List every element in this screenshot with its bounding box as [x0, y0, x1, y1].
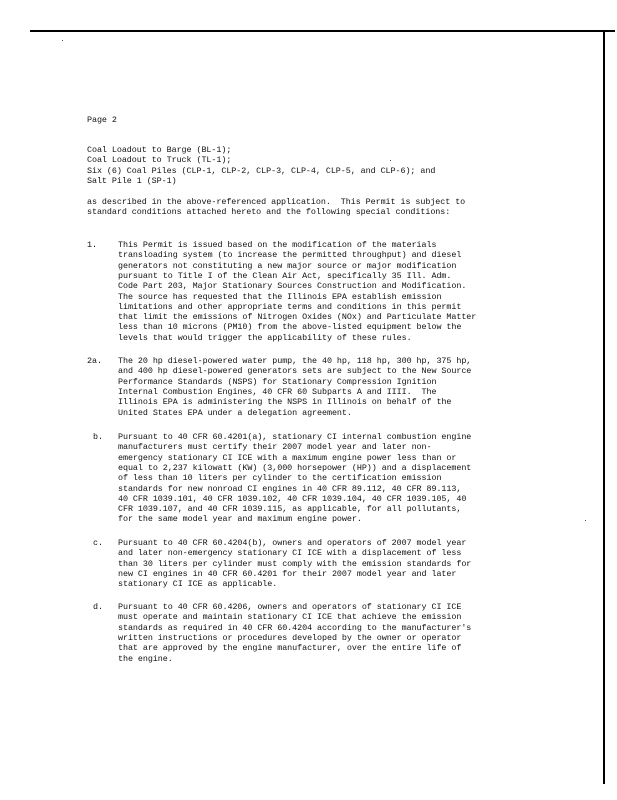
condition-text-line: Performance Standards (NSPS) for Stationary Compression Ignition	[118, 376, 437, 387]
condition-text-line: of less than 10 liters per cylinder to the certification emission	[118, 473, 442, 484]
condition-text-line: that are approved by the engine manufacturer, over the entire life of	[118, 643, 462, 654]
condition-text-line: equal to 2,237 kilowatt (KW) (3,000 horsepower (HP)) and a displacement	[118, 462, 472, 473]
condition-text-line: Pursuant to 40 CFR 60.4201(a), stationary CI internal combustion engine	[118, 432, 472, 442]
condition-text-line: than 30 liters per cylinder must comply with the emission standards for	[118, 558, 472, 569]
condition-text-line: Pursuant to 40 CFR 60.4204(b), owners and operators of 2007 model year	[118, 538, 467, 548]
condition-text-line: standards for new nonroad CI engines in 40 CFR 89.112, 40 CFR 89.113,	[118, 483, 462, 494]
scan-speck	[585, 520, 586, 521]
condition-text-line: generators not constituting a new major source or major modification	[118, 260, 457, 271]
condition-number: 2a.	[87, 356, 102, 366]
condition-text-line: and later non-emergency stationary CI ICE with a displacement of less	[118, 548, 462, 559]
intro-line: standard conditions attached hereto and the following special conditions:	[87, 207, 451, 218]
condition-text-line: 40 CFR 1039.101, 40 CFR 1039.102, 40 CFR 1039.104, 40 CFR 1039.105, 40	[118, 493, 467, 504]
condition-text-line: The source has requested that the Illinois EPA establish emission	[118, 291, 442, 302]
condition-text-line: Illinois EPA is administering the NSPS in Illinois on behalf of the	[118, 397, 452, 408]
condition-number: b.	[93, 432, 103, 442]
condition-text-line: stationary CI ICE as applicable.	[118, 579, 278, 590]
condition-text-line: that limit the emissions of Nitrogen Oxides (NOx) and Particulate Matter	[118, 312, 477, 323]
scan-speck	[62, 40, 63, 41]
condition-text-line: manufacturers must certify their 2007 model year and later non-	[118, 442, 432, 453]
unit-line: Salt Pile 1 (SP-1)	[87, 175, 177, 186]
condition-text-line: transloading system (to increase the permitted throughput) and diesel	[118, 250, 462, 261]
condition-text-line: levels that would trigger the applicability of these rules.	[118, 332, 412, 343]
condition-text-line: pursuant to Title I of the Clean Air Act, specifically 35 Ill. Adm.	[118, 270, 452, 281]
unit-line: Coal Loadout to Truck (TL-1);	[87, 155, 232, 166]
condition-text-line: less than 10 microns (PM10) from the above-listed equipment below the	[118, 322, 462, 333]
condition-text-line: written instructions or procedures developed by the owner or operator	[118, 632, 462, 643]
condition-text-line: This Permit is issued based on the modification of the materials	[118, 240, 437, 250]
unit-line: Coal Loadout to Barge (BL-1);	[87, 145, 232, 155]
condition-text-line: for the same model year and maximum engine power.	[118, 514, 362, 525]
scan-speck	[390, 160, 391, 161]
condition-text-line: standards as required in 40 CFR 60.4204 according to the manufacturer's	[118, 622, 472, 633]
condition-text-line: must operate and maintain stationary CI ICE that achieve the emission	[118, 612, 462, 623]
condition-number: 1.	[87, 240, 97, 250]
unit-line: Six (6) Coal Piles (CLP-1, CLP-2, CLP-3, CLP-4, CLP-5, and CLP-6); and	[87, 165, 436, 176]
condition-text-line: Pursuant to 40 CFR 60.4206, owners and operators of stationary CI ICE	[118, 602, 462, 612]
condition-text-line: limitations and other appropriate terms and conditions in this permit	[118, 301, 462, 312]
condition-text-line: and 400 hp diesel-powered generators sets are subject to the New Source	[118, 366, 472, 377]
condition-text-line: The 20 hp diesel-powered water pump, the 40 hp, 118 hp, 300 hp, 375 hp,	[118, 356, 472, 366]
right-border-rule	[603, 32, 605, 784]
condition-text-line: United States EPA under a delegation agreement.	[118, 407, 352, 418]
intro-line: as described in the above-referenced application. This Permit is subject to	[87, 197, 466, 207]
condition-text-line: emergency stationary CI ICE with a maximum engine power less than or	[118, 452, 457, 463]
condition-text-line: CFR 1039.107, and 40 CFR 1039.115, as applicable, for all pollutants,	[118, 504, 462, 515]
condition-number: d.	[93, 602, 103, 612]
top-border-rule	[30, 30, 615, 32]
condition-text-line: the engine.	[118, 653, 173, 664]
condition-text-line: Internal Combustion Engines, 40 CFR 60 Subparts A and IIII. The	[118, 386, 437, 397]
page-label: Page 2	[87, 115, 117, 125]
condition-number: c.	[93, 538, 103, 548]
condition-text-line: new CI engines in 40 CFR 60.4201 for their 2007 model year and later	[118, 568, 457, 579]
condition-text-line: Code Part 203, Major Stationary Sources Construction and Modification.	[118, 281, 467, 292]
